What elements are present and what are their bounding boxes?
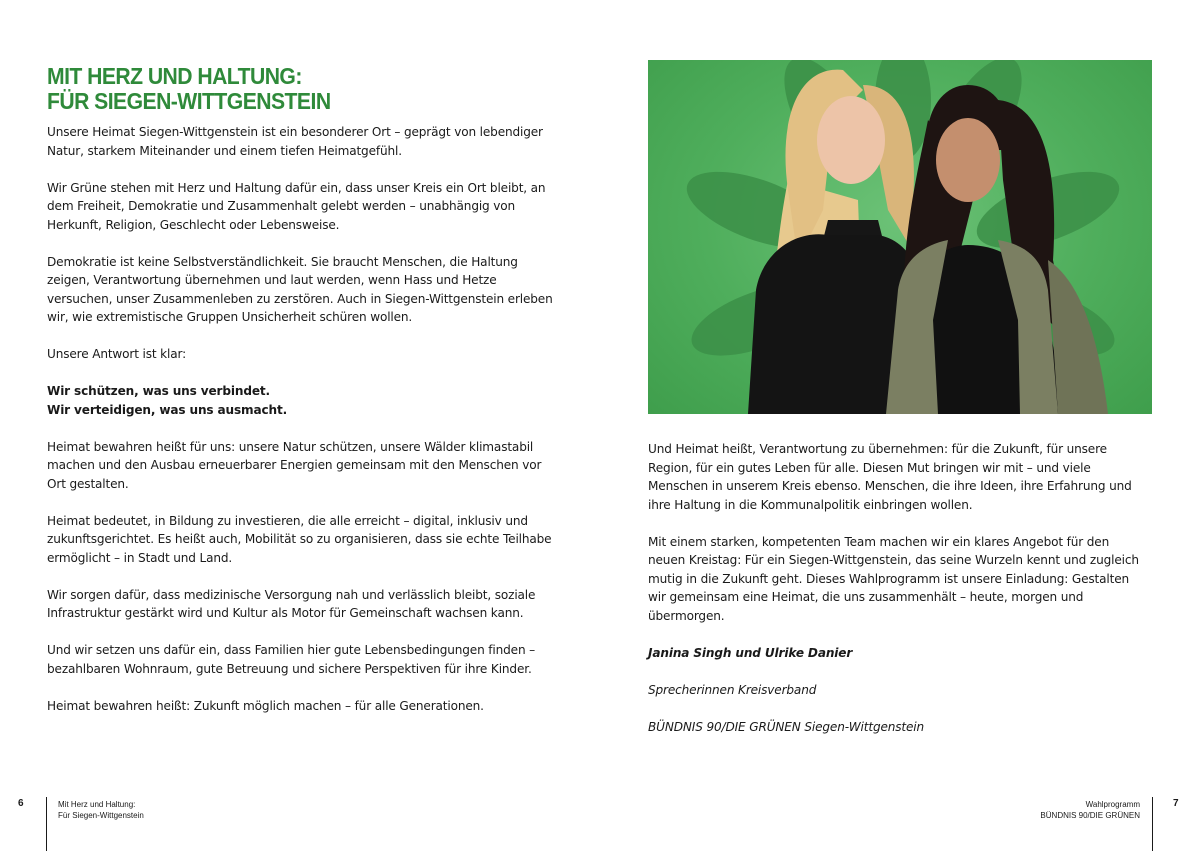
bold-statement (47, 382, 559, 419)
signature-role: Sprecherinnen Kreisverband (648, 682, 817, 697)
signature-names: Janina Singh und Ulrike Danier (648, 645, 853, 660)
footer-left-line-2: Für Siegen-Wittgenstein (58, 811, 144, 820)
footer-divider-right (1152, 797, 1153, 851)
paragraph: Wir Grüne stehen mit Herz und Haltung dafür ein, dass unser Kreis ein Ort bleibt, an dem Freiheit, Demokratie und Zusammenhalt gelebt werden – unabhängig von Herkunft, Religion, Geschlecht oder Lebensweise. (47, 180, 546, 232)
footer-left-line-1: Mit Herz und Haltung: (58, 800, 136, 809)
left-column-body (47, 123, 559, 734)
paragraph: Heimat bewahren heißt: Zukunft möglich machen – für alle Generationen. (47, 698, 484, 713)
paragraph: Heimat bedeutet, in Bildung zu investieren, die alle erreicht – digital, inklusiv und zukunftsgerichtet. Es heißt auch, Mobilität so zu organisieren, dass sie echte Teilhabe ermöglicht – in Stadt und Land. (47, 513, 552, 565)
footer-right-line-2: BÜNDNIS 90/DIE GRÜNEN (1040, 811, 1140, 820)
footer-right-line-1: Wahlprogramm (1085, 800, 1140, 809)
paragraph: Und Heimat heißt, Verantwortung zu übernehmen: für die Zukunft, für unsere Region, für ein gutes Leben für alle. Diesen Mut bringen wir mit – und viele Menschen in unserem Kreis ebenso. Menschen, die ihre Ideen, ihre Erfahrung und ihre Haltung in die Kommunalpolitik einbringen wollen. (648, 442, 1132, 512)
paragraph: Unsere Antwort ist klar: (47, 347, 187, 361)
signature-organization: BÜNDNIS 90/DIE GRÜNEN Siegen-Wittgenstein (648, 719, 925, 734)
portrait-photo (648, 60, 1152, 414)
bold-line-2: Wir verteidigen, was uns ausmacht. (47, 402, 288, 417)
title-line-2: FÜR SIEGEN-WITTGENSTEIN (47, 88, 331, 114)
right-column-body (648, 440, 1148, 755)
page-number-left: 6 (18, 798, 24, 809)
page-title (47, 64, 525, 114)
paragraph: Heimat bewahren heißt für uns: unsere Natur schützen, unsere Wälder klimastabil machen und den Ausbau erneuerbarer Energien gemeinsam mit den Menschen vor Ort gestalten. (47, 439, 542, 491)
page-number-right: 7 (1173, 798, 1179, 809)
footer-right-text (1040, 799, 1140, 821)
paragraph: Und wir setzen uns dafür ein, dass Familien hier gute Lebensbedingungen finden – bezahlbaren Wohnraum, gute Betreuung und sichere Perspektiven für ihre Kinder. (47, 643, 536, 676)
paragraph: Wir sorgen dafür, dass medizinische Versorgung nah und verlässlich bleibt, soziale Infrastruktur gestärkt wird und Kultur als Motor für Gemeinschaft wachsen kann. (47, 587, 536, 620)
title-line-1: MIT HERZ UND HALTUNG: (47, 63, 302, 89)
paragraph: Mit einem starken, kompetenten Team machen wir ein klares Angebot für den neuen Kreistag: Für ein Siegen-Wittgenstein, das seine Wurzeln kennt und zugleich mutig in die Zukunft geht. Dieses Wahlprogramm ist unsere Einladung: Gestalten wir gemeinsam eine Heimat, die uns zusammenhält – heute, morgen und übermorgen. (648, 534, 1139, 623)
paragraph: Demokratie ist keine Selbstverständlichkeit. Sie braucht Menschen, die Haltung zeigen, Verantwortung übernehmen und laut werden, wenn Hass und Hetze versuchen, unser Zusammenleben zu zerstören. Auch in Siegen-Wittgenstein erleben wir, wie extremistische Gruppen Unsicherheit schüren wollen. (47, 254, 553, 324)
footer-divider-left (46, 797, 47, 851)
paragraph: Unsere Heimat Siegen-Wittgenstein ist ein besonderer Ort – geprägt von lebendiger Natur, starkem Miteinander und einem tiefen Heimatgefühl. (47, 125, 543, 158)
bold-line-1: Wir schützen, was uns verbindet. (47, 384, 270, 398)
photo-illustration (648, 60, 1152, 414)
footer-left-text (58, 799, 144, 821)
